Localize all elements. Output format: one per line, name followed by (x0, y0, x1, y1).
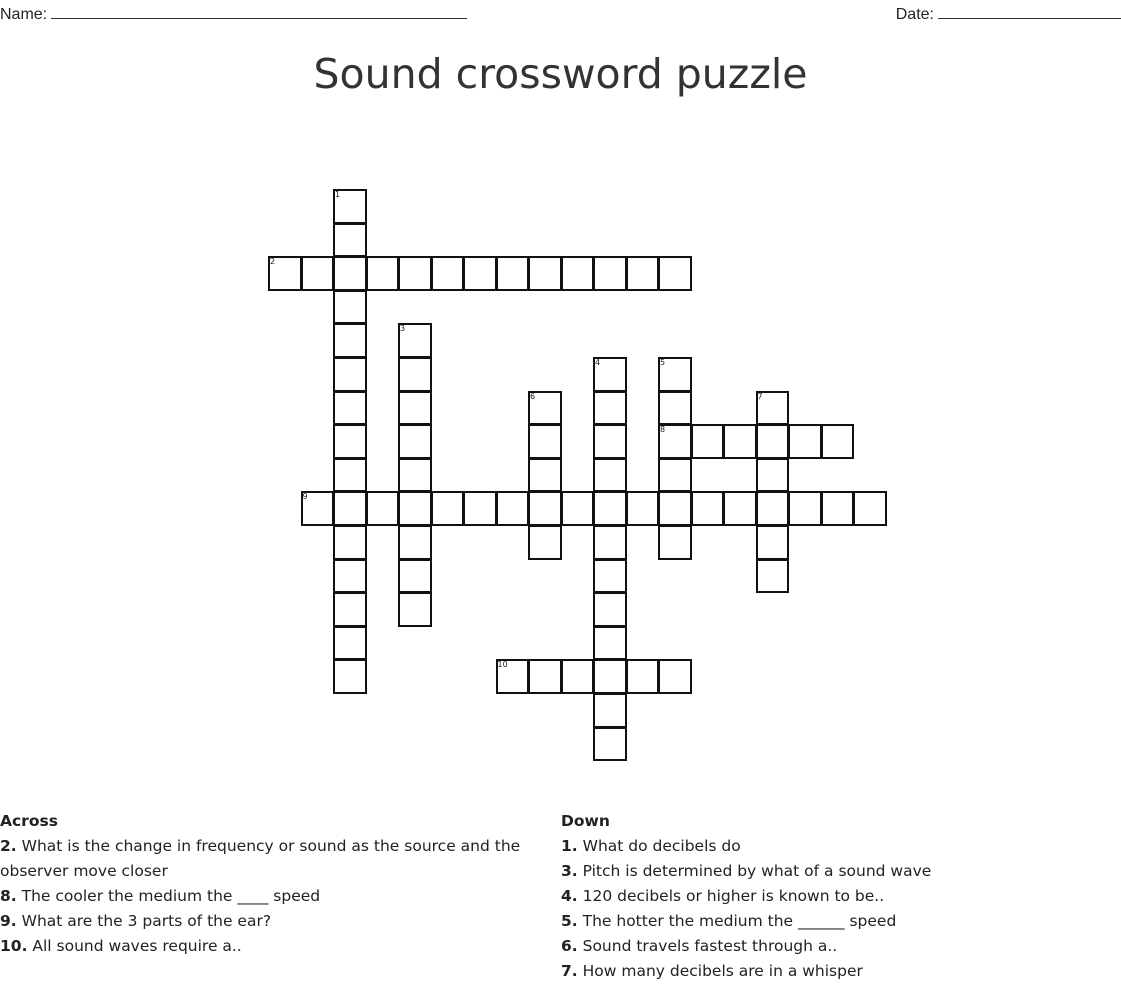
grid-cell[interactable] (626, 256, 660, 291)
grid-cell[interactable] (658, 391, 692, 426)
across-clue-text: What are the 3 parts of the ear? (16, 912, 272, 930)
down-heading: Down (561, 812, 610, 830)
down-clue-text: The hotter the medium the ______ speed (577, 912, 897, 930)
grid-cell[interactable] (463, 491, 497, 526)
grid-cell[interactable] (853, 491, 887, 526)
grid-cell[interactable] (528, 659, 562, 694)
grid-cell[interactable] (593, 559, 627, 594)
grid-cell[interactable] (496, 256, 530, 291)
grid-cell[interactable] (398, 256, 432, 291)
grid-cell[interactable] (333, 256, 367, 291)
grid-cell[interactable] (528, 424, 562, 459)
grid-cell[interactable] (756, 525, 790, 560)
across-clue-text: What is the change in frequency or sound as the source and the observer move closer (0, 837, 521, 880)
name-label: Name: (0, 6, 48, 23)
down-clue-list (561, 834, 1121, 984)
clue-number-2: 2 (270, 257, 276, 267)
grid-cell[interactable] (593, 727, 627, 762)
grid-cell[interactable] (626, 659, 660, 694)
grid-cell[interactable] (528, 256, 562, 291)
clue-number-3: 3 (400, 324, 406, 334)
grid-cell[interactable] (301, 256, 335, 291)
across-clue (0, 934, 540, 959)
clue-number-9: 9 (302, 492, 308, 502)
down-clue (561, 834, 1121, 859)
across-clues (0, 809, 540, 959)
down-clue-text: 120 decibels or higher is known to be.. (577, 887, 885, 905)
grid-cell[interactable] (593, 693, 627, 728)
down-clue-text: Sound travels fastest through a.. (577, 937, 838, 955)
grid-cell[interactable] (333, 391, 367, 426)
down-clue-number: 6. (561, 937, 578, 955)
clue-number-4: 4 (595, 358, 601, 367)
grid-cell[interactable] (658, 491, 692, 526)
grid-cell[interactable] (723, 424, 757, 459)
grid-cell[interactable] (723, 491, 757, 526)
grid-cell[interactable] (528, 491, 562, 526)
grid-cell[interactable] (593, 592, 627, 627)
down-clue-text: How many decibels are in a whisper (577, 962, 863, 980)
grid-cell[interactable] (496, 491, 530, 526)
grid-cell[interactable] (528, 525, 562, 560)
across-clue-number: 8. (0, 887, 17, 905)
grid-cell[interactable] (593, 525, 627, 560)
grid-cell[interactable] (333, 659, 367, 694)
clue-number-8: 8 (660, 425, 666, 435)
grid-cell[interactable] (821, 491, 855, 526)
grid-cell[interactable] (398, 559, 432, 594)
grid-cell[interactable] (788, 491, 822, 526)
grid-cell[interactable] (431, 491, 465, 526)
grid-cell[interactable] (756, 491, 790, 526)
across-clue (0, 884, 540, 909)
across-clue (0, 909, 540, 934)
clue-number-10: 10 (497, 660, 508, 670)
grid-cell[interactable] (398, 592, 432, 627)
clue-number-7: 7 (757, 391, 763, 401)
grid-cell[interactable] (333, 424, 367, 459)
across-clue-number: 10. (0, 937, 28, 955)
grid-cell[interactable] (756, 424, 790, 459)
grid-cell[interactable] (333, 458, 367, 493)
grid-cell[interactable] (658, 525, 692, 560)
clue-number-1: 1 (335, 190, 341, 199)
grid-cell[interactable] (561, 491, 595, 526)
grid-cell[interactable] (691, 491, 725, 526)
grid-cell[interactable] (561, 659, 595, 694)
grid-cell[interactable] (593, 424, 627, 459)
clue-number-5: 5 (660, 358, 666, 367)
grid-cell[interactable] (593, 659, 627, 694)
down-clue (561, 859, 1121, 884)
down-clue-number: 5. (561, 912, 578, 930)
grid-cell[interactable] (431, 256, 465, 291)
grid-cell[interactable] (398, 525, 432, 560)
grid-cell[interactable] (658, 256, 692, 291)
grid-cell[interactable] (561, 256, 595, 291)
grid-cell[interactable] (756, 458, 790, 493)
grid-cell[interactable] (593, 626, 627, 661)
grid-cell[interactable] (333, 323, 367, 358)
across-clue-text: The cooler the medium the ____ speed (16, 887, 321, 905)
grid-cell[interactable] (593, 391, 627, 426)
grid-cell[interactable] (333, 626, 367, 661)
page-title: Sound crossword puzzle (313, 50, 808, 98)
grid-cell[interactable] (398, 424, 432, 459)
down-clues (561, 809, 1121, 984)
down-clue-text: What do decibels do (577, 837, 741, 855)
across-heading: Across (0, 812, 58, 830)
grid-cell[interactable] (333, 223, 367, 258)
across-clue-number: 2. (0, 837, 17, 855)
grid-cell[interactable] (398, 391, 432, 426)
grid-cell[interactable] (593, 458, 627, 493)
grid-cell[interactable] (366, 256, 400, 291)
grid-cell[interactable] (333, 290, 367, 325)
down-clue-number: 7. (561, 962, 578, 980)
grid-cell[interactable] (593, 491, 627, 526)
grid-cell[interactable] (756, 559, 790, 594)
grid-cell[interactable] (398, 458, 432, 493)
down-clue-number: 4. (561, 887, 578, 905)
grid-cell[interactable] (658, 458, 692, 493)
grid-cell[interactable] (333, 491, 367, 526)
grid-cell[interactable] (593, 256, 627, 291)
grid-cell[interactable] (398, 357, 432, 392)
down-clue (561, 884, 1121, 909)
grid-cell[interactable] (528, 458, 562, 493)
across-clue (0, 834, 540, 884)
down-clue-number: 3. (561, 862, 578, 880)
grid-cell[interactable] (398, 491, 432, 526)
grid-cell[interactable] (333, 559, 367, 594)
grid-cell[interactable] (333, 525, 367, 560)
across-clue-text: All sound waves require a.. (27, 937, 242, 955)
grid-cell[interactable] (463, 256, 497, 291)
across-clue-number: 9. (0, 912, 17, 930)
date-label: Date: (895, 6, 934, 23)
grid-cell[interactable] (788, 424, 822, 459)
grid-cell[interactable] (333, 592, 367, 627)
across-clue-list (0, 834, 540, 959)
down-clue-number: 1. (561, 837, 578, 855)
down-clue (561, 959, 1121, 984)
grid-cell[interactable] (821, 424, 855, 459)
grid-cell[interactable] (366, 491, 400, 526)
down-clue-text: Pitch is determined by what of a sound wave (577, 862, 932, 880)
grid-cell[interactable] (333, 357, 367, 392)
down-clue (561, 934, 1121, 959)
down-clue (561, 909, 1121, 934)
grid-cell[interactable] (658, 659, 692, 694)
grid-cell[interactable] (691, 424, 725, 459)
grid-cell[interactable] (626, 491, 660, 526)
clue-number-6: 6 (530, 391, 536, 401)
